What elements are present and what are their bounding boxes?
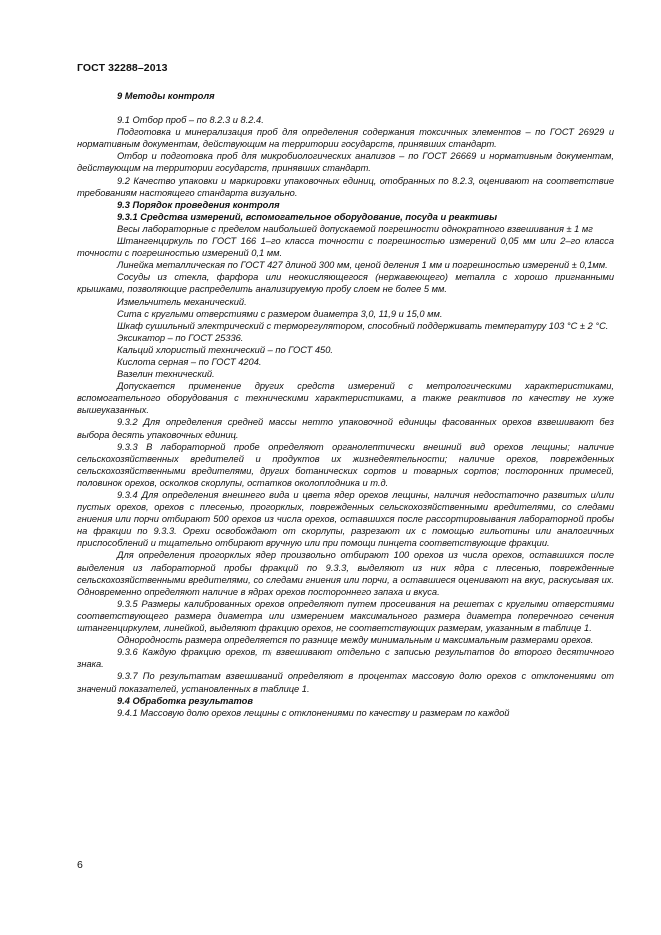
paragraph: Для определения прогорклых ядер произвольно отбирают 100 орехов из числа орехов, оставшихся после выделения из лабораторной пробы фракций по 9.3.3, выделяют из них ядра с плесенью, поврежденные сельскохозяйственными вредителями, со следами гниения или порчи, а оставшиеся оценивают на вкус, раскусывая их. Одновременно определяют наличие в ядрах орехов постороннего запаха и вкуса.: [77, 550, 614, 597]
paragraph: Сосуды из стекла, фарфора или неокисляющегося (нержавеющего) металла с хорошо пригнанными крышками, позволяющие распределить анализируемую пробу слоем не более 5 мм.: [77, 272, 614, 295]
paragraph: 9 Методы контроля: [117, 91, 215, 101]
standard-header: ГОСТ 32288–2013: [77, 62, 168, 74]
paragraph: Линейка металлическая по ГОСТ 427 длиной 300 мм, ценой деления 1 мм и погрешностью измерений ± 0,1мм.: [117, 260, 608, 271]
paragraph: Весы лабораторные с пределом наибольшей допускаемой погрешности однократного взвешивания ± 1 мг: [117, 223, 593, 234]
paragraph: 9.3.4 Для определения внешнего вида и цвета ядер орехов лещины, наличия недостаточно развитых и/или пустых орехов, орехов с плесенью, прогорклых, поврежденных сельскохозяйственными вредителями, со следами гниения или порчи отбирают 500 орехов из числа орехов, оставшихся после рассортировывания лабораторной пробы на фракции по 9.3.3. Орехи освобождают от скорлупы, разрезают их с помощью гильотины или аналогичных приспособлений и тщательно отбирают вручную или при помощи пинцета соответствующие фракции.: [77, 490, 614, 549]
paragraph: 9.3.7 По результатам взвешиваний определяют в процентах массовую долю орехов с отклонениями от значений показателей, установленных в таблице 1.: [77, 671, 614, 694]
paragraph: Вазелин технический.: [117, 369, 215, 380]
paragraph: Подготовка и минерализация проб для определения содержания токсичных элементов – по ГОСТ 26929 и нормативным документам, действующим на территории государств, принявших стандарт.: [77, 127, 614, 150]
paragraph: 9.2 Качество упаковки и маркировки упаковочных единиц, отобранных по 8.2.3, оценивают на соответствие требованиям настоящего стандарта визуально.: [77, 175, 614, 198]
paragraph: Кальций хлористый технический – по ГОСТ 450.: [117, 344, 333, 355]
paragraph: 9.3.5 Размеры калиброванных орехов определяют путем просеивания на решетах с круглыми отверстиями соответствующего размера диаметра или измерением максимального размера диаметра поперечного сечения штангенциркулем, линейкой, выделяют фракцию орехов, не соответствующих размерам, указанным в таблице 1.: [77, 598, 614, 634]
page-number: 6: [77, 859, 83, 871]
paragraph: Отбор и подготовка проб для микробиологических анализов – по ГОСТ 26669 и нормативным документам, действующим на территории государств, принявших стандарт.: [77, 151, 614, 174]
document-body: [77, 90, 614, 719]
paragraph: Штангенциркуль по ГОСТ 166 1–го класса точности с погрешностью измерений 0,05 мм или 2–го класса точности с погрешностью измерений 0,1 мм.: [77, 236, 614, 259]
paragraph: Допускается применение других средств измерений с метрологическими характеристиками, вспомогательного оборудования с техническими характеристиками, а также реактивов по качеству не хуже вышеуказанных.: [77, 381, 614, 416]
paragraph: Однородность размера определяется по разнице между минимальным и максимальным размерами орехов.: [117, 635, 594, 646]
paragraph: 9.3 Порядок проведения контроля: [117, 199, 280, 210]
paragraph: 9.1 Отбор проб – по 8.2.3 и 8.2.4.: [117, 115, 264, 126]
paragraph: Кислота серная – по ГОСТ 4204.: [117, 356, 262, 367]
paragraph: Измельчитель механический.: [117, 296, 247, 307]
paragraph: Сита с круглыми отверстиями с размером диаметра 3,0, 11,9 и 15,0 мм.: [117, 308, 443, 319]
paragraph: 9.4 Обработка результатов: [117, 695, 253, 706]
paragraph: 9.4.1 Массовую долю орехов лещины с отклонениями по качеству и размерам по каждой: [117, 707, 510, 718]
paragraph: 9.3.3 В лабораторной пробе определяют органолептически внешний вид орехов лещины; наличие сельскохозяйственных вредителей и продуктов их жизнедеятельности; наличие орехов, поврежденных сельскохозяйственными вредителями, других ботанических сортов и товарных сортов; посторонних примесей, половинок орехов, осколков скорлупы, остатков околоплодника и т.д.: [77, 441, 614, 488]
paragraph: 9.3.1 Средства измерений, вспомогательное оборудование, посуда и реактивы: [117, 211, 498, 222]
paragraph: 9.3.6 Каждую фракцию орехов, mᵢ взвешивают отдельно с записью результатов до второго десятичного знака.: [77, 647, 614, 670]
paragraph: Шкаф сушильный электрический с терморегулятором, способный поддерживать температуру 103 °С ± 2 °С.: [117, 320, 609, 331]
paragraph: 9.3.2 Для определения средней массы нетто упаковочной единицы фасованных орехов взвешивают без выбора десять упаковочных единиц.: [77, 417, 614, 440]
paragraph: Эксикатор – по ГОСТ 25336.: [117, 332, 244, 343]
